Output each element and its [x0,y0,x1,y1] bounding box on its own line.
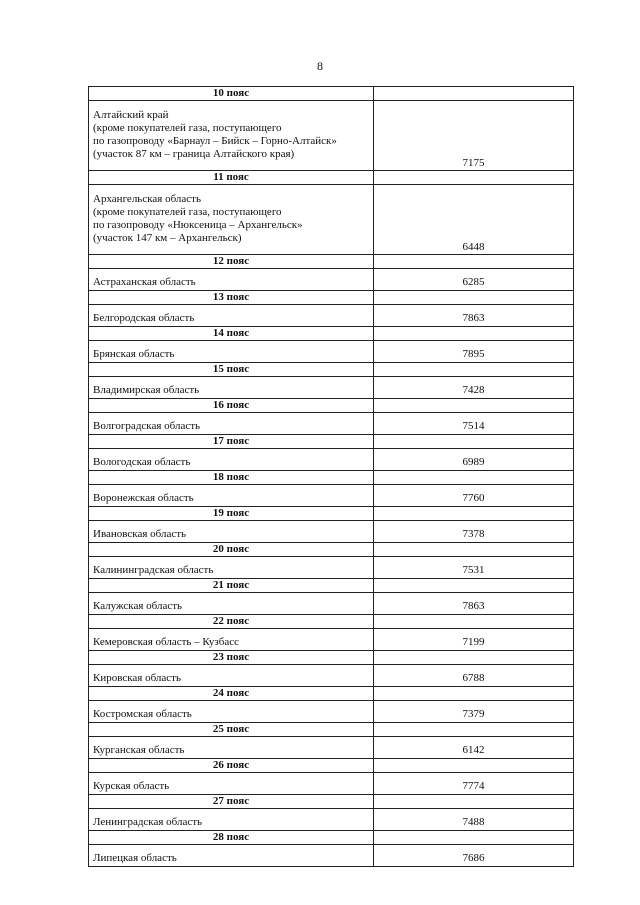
region-name-line: Кемеровская область – Кузбасс [93,636,240,648]
zone-header-row [89,651,574,665]
price-value: 7428 [374,377,574,399]
zone-header-row [89,399,574,413]
zone-empty-cell [374,471,574,485]
region-row [89,629,574,651]
zone-header-row [89,435,574,449]
region-name-line: Архангельская область [93,193,201,205]
zone-header-row [89,255,574,269]
zone-title: 19 пояс [89,507,374,521]
price-value: 7379 [374,701,574,723]
zone-title: 28 пояс [89,831,374,845]
zone-header-row [89,831,574,845]
region-row [89,521,574,543]
zone-title: 13 пояс [89,291,374,305]
price-value: 7199 [374,629,574,651]
region-row [89,593,574,615]
region-cell [89,845,374,867]
zone-title: 17 пояс [89,435,374,449]
region-row [89,341,574,363]
region-cell [89,485,374,507]
zone-header-row [89,579,574,593]
region-name-line: Воронежская область [93,492,194,504]
zone-header-row [89,507,574,521]
region-name-line: Вологодская область [93,456,191,468]
price-value: 7175 [374,101,574,171]
region-row [89,809,574,831]
price-value: 7514 [374,413,574,435]
region-row [89,377,574,399]
region-cell [89,557,374,579]
price-value: 6788 [374,665,574,687]
region-name-line: по газопроводу «Барнаул – Бийск – Горно-Алтайск» [93,135,337,147]
region-cell [89,377,374,399]
zone-empty-cell [374,87,574,101]
zone-title: 22 пояс [89,615,374,629]
zone-title: 24 пояс [89,687,374,701]
zone-empty-cell [374,171,574,185]
region-name-line: Ивановская область [93,528,187,540]
region-row [89,305,574,327]
zone-empty-cell [374,363,574,377]
region-name-line: Владимирская область [93,384,200,396]
price-value: 7863 [374,593,574,615]
price-value: 7774 [374,773,574,795]
region-name-line: Липецкая область [93,852,177,864]
zone-title: 10 пояс [89,87,374,101]
region-name-line: Курганская область [93,744,185,756]
region-cell [89,101,374,171]
price-value: 7531 [374,557,574,579]
zone-empty-cell [374,795,574,809]
zone-empty-cell [374,615,574,629]
price-value: 6285 [374,269,574,291]
region-name-line: Курская область [93,780,170,792]
region-cell [89,341,374,363]
zone-empty-cell [374,687,574,701]
region-row [89,185,574,255]
zone-header-row [89,723,574,737]
zone-title: 20 пояс [89,543,374,557]
region-name-line: (участок 87 км – граница Алтайского края) [93,148,295,160]
region-name-line: Брянская область [93,348,175,360]
zone-header-row [89,687,574,701]
zone-title: 18 пояс [89,471,374,485]
zone-empty-cell [374,543,574,557]
zone-title: 26 пояс [89,759,374,773]
region-row [89,449,574,471]
zone-empty-cell [374,831,574,845]
zone-title: 21 пояс [89,579,374,593]
region-row [89,413,574,435]
zone-header-row [89,291,574,305]
price-value: 6142 [374,737,574,759]
region-cell [89,737,374,759]
zone-header-row [89,759,574,773]
region-row [89,701,574,723]
region-row [89,101,574,171]
region-name-line: Кировская область [93,672,182,684]
price-value: 6989 [374,449,574,471]
zone-header-row [89,363,574,377]
zone-empty-cell [374,327,574,341]
zone-header-row [89,171,574,185]
region-row [89,737,574,759]
region-cell [89,701,374,723]
region-name-line: (кроме покупателей газа, поступающего [93,122,282,134]
region-name-line: Астраханская область [93,276,196,288]
price-value: 7895 [374,341,574,363]
region-cell [89,665,374,687]
region-row [89,773,574,795]
region-cell [89,269,374,291]
region-cell [89,809,374,831]
zone-empty-cell [374,291,574,305]
zone-header-row [89,471,574,485]
region-name-line: Алтайский край [93,109,169,121]
zone-title: 14 пояс [89,327,374,341]
zone-empty-cell [374,579,574,593]
region-cell [89,521,374,543]
region-cell [89,413,374,435]
region-cell [89,629,374,651]
region-name-line: Калужская область [93,600,183,612]
zone-empty-cell [374,399,574,413]
zone-header-row [89,87,574,101]
region-name-line: (участок 147 км – Архангельск) [93,232,242,244]
price-value: 7863 [374,305,574,327]
price-value: 7760 [374,485,574,507]
region-row [89,485,574,507]
region-name-line: Калининградская область [93,564,214,576]
region-cell [89,773,374,795]
page-number: 8 [317,59,323,73]
zone-title: 11 пояс [89,171,374,185]
region-name-line: Белгородская область [93,312,195,324]
price-value: 7488 [374,809,574,831]
region-row [89,557,574,579]
zone-header-row [89,327,574,341]
zone-empty-cell [374,507,574,521]
region-row [89,845,574,867]
zone-tariff-table [88,86,574,867]
zone-title: 27 пояс [89,795,374,809]
region-cell [89,305,374,327]
region-name-line: Ленинградская область [93,816,203,828]
zone-header-row [89,795,574,809]
region-name-line: (кроме покупателей газа, поступающего [93,206,282,218]
region-row [89,665,574,687]
price-value: 6448 [374,185,574,255]
zone-empty-cell [374,651,574,665]
zone-title: 25 пояс [89,723,374,737]
zone-header-row [89,615,574,629]
table-body [89,87,574,867]
price-value: 7686 [374,845,574,867]
region-name-line: Костромская область [93,708,192,720]
zone-empty-cell [374,759,574,773]
region-cell [89,449,374,471]
zone-empty-cell [374,435,574,449]
region-cell [89,185,374,255]
zone-title: 16 пояс [89,399,374,413]
region-name-line: по газопроводу «Нюксеница – Архангельск» [93,219,303,231]
zone-title: 15 пояс [89,363,374,377]
zone-empty-cell [374,255,574,269]
region-name-line: Волгоградская область [93,420,201,432]
zone-title: 12 пояс [89,255,374,269]
price-value: 7378 [374,521,574,543]
region-row [89,269,574,291]
zone-title: 23 пояс [89,651,374,665]
region-cell [89,593,374,615]
zone-header-row [89,543,574,557]
zone-empty-cell [374,723,574,737]
